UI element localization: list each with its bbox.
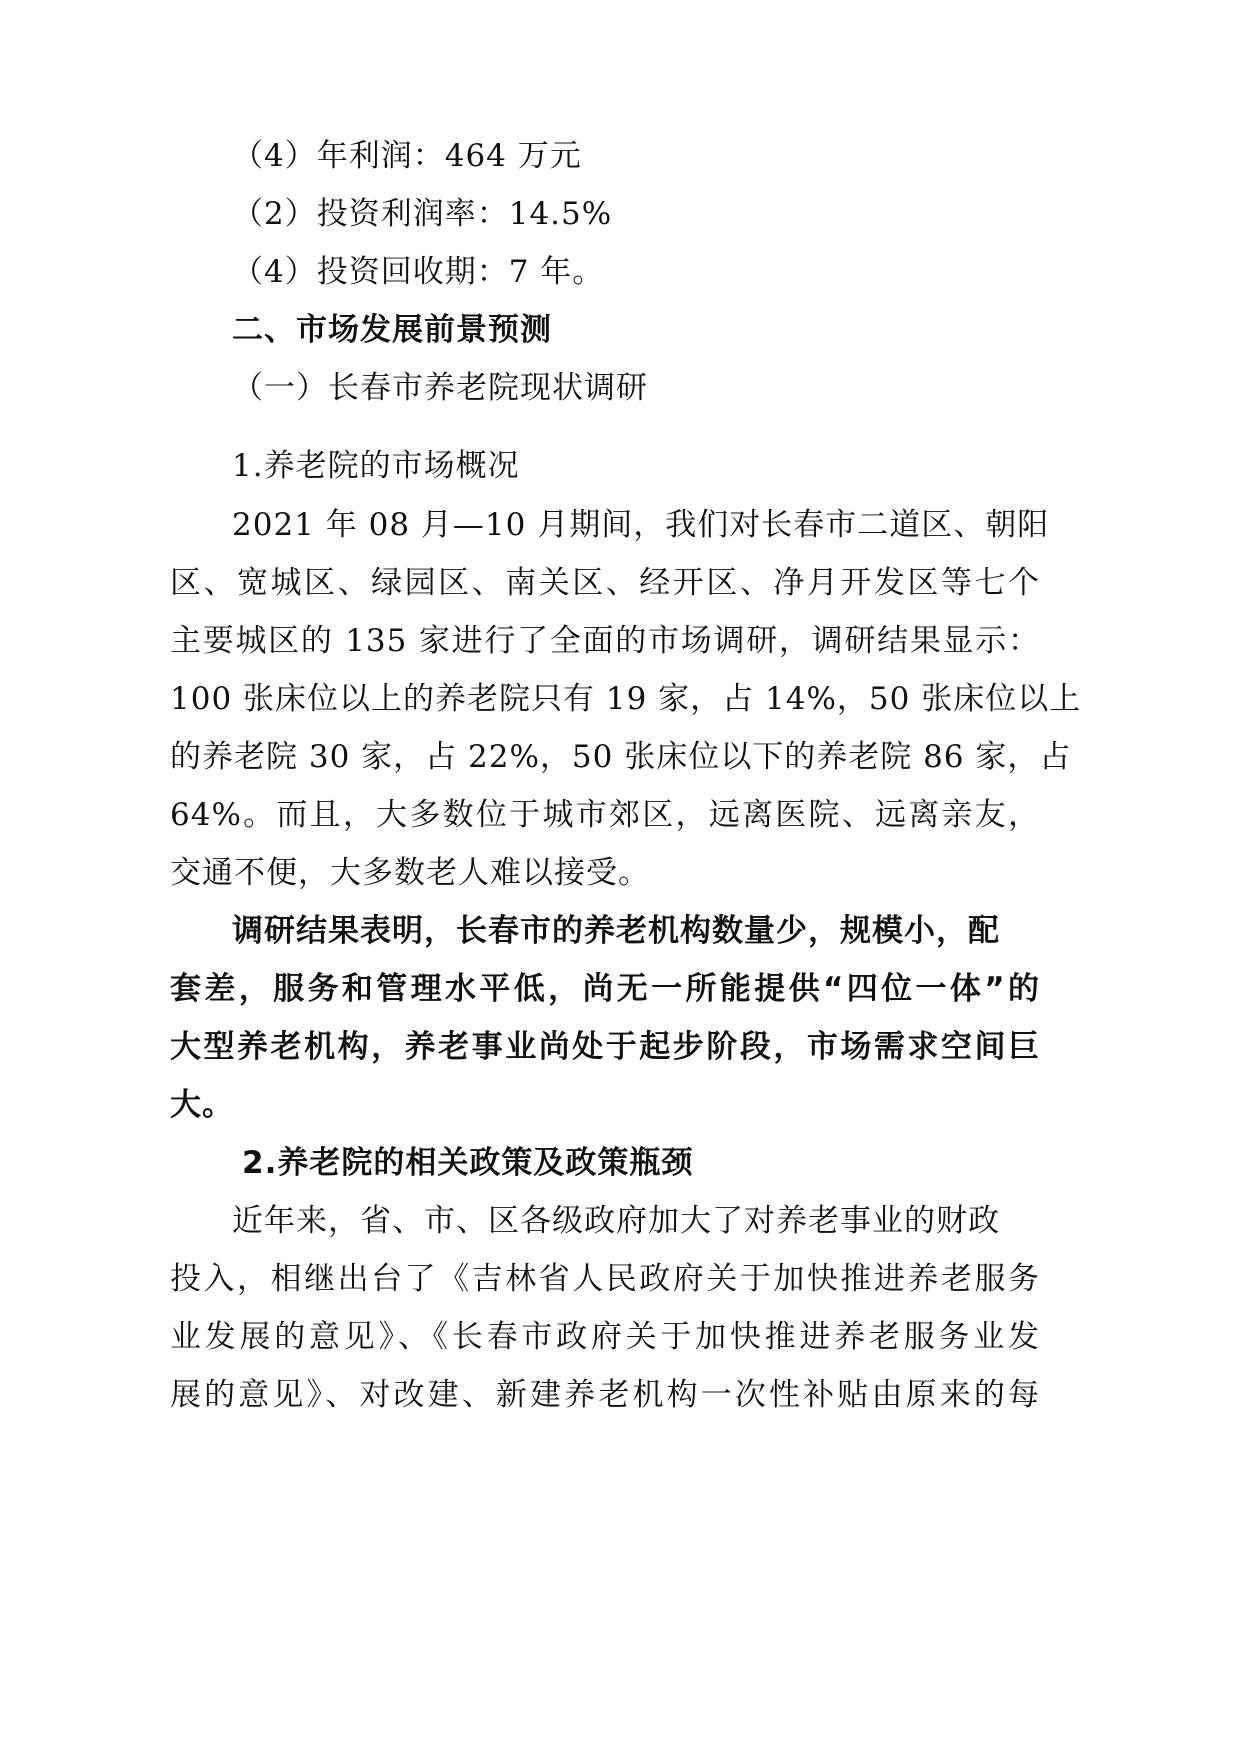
section-heading: 二、市场发展前景预测 [232,312,552,348]
roi-line: （2）投资利润率：14.5% [232,196,613,232]
subsection-heading: （一）长春市养老院现状调研 [232,370,648,406]
paragraph-line: 业发展的意见》、《长春市政府关于加快推进养老服务业发 [170,1319,1040,1355]
annual-profit-line: （4）年利润：464 万元 [232,138,582,174]
item-heading-policies: 2.养老院的相关政策及政策瓶颈 [242,1145,694,1181]
paragraph-line: 近年来，省、市、区各级政府加大了对养老事业的财政 [232,1203,1000,1239]
bold-paragraph-line: 套差，服务和管理水平低，尚无一所能提供“四位一体”的 [170,971,1040,1007]
bold-paragraph-line: 大。 [170,1087,234,1123]
paragraph-line: 主要城区的 135 家进行了全面的市场调研，调研结果显示： [170,623,1040,659]
paragraph-line: 100 张床位以上的养老院只有 19 家，占 14%，50 张床位以上 [170,681,1082,717]
paragraph-line: 投入，相继出台了《吉林省人民政府关于加快推进养老服务 [170,1261,1040,1297]
paragraph-line: 交通不便，大多数老人难以接受。 [170,855,650,891]
paragraph-line: 2021 年 08 月—10 月期间，我们对长春市二道区、朝阳 [232,507,1050,543]
paragraph-line: 展的意见》、对改建、新建养老机构一次性补贴由原来的每 [170,1377,1040,1413]
paragraph-line: 64%。而且，大多数位于城市郊区，远离医院、远离亲友， [170,797,1040,833]
paragraph-line: 区、宽城区、绿园区、南关区、经开区、净月开发区等七个 [170,565,1040,601]
bold-paragraph-line: 大型养老机构，养老事业尚处于起步阶段，市场需求空间巨 [170,1029,1040,1065]
payback-line: （4）投资回收期：7 年。 [232,254,605,290]
bold-paragraph-line: 调研结果表明，长春市的养老机构数量少，规模小，配 [232,913,1000,949]
item-heading-market-overview: 1.养老院的市场概况 [232,448,520,484]
paragraph-line: 的养老院 30 家，占 22%，50 张床位以下的养老院 86 家，占 [170,739,1072,775]
